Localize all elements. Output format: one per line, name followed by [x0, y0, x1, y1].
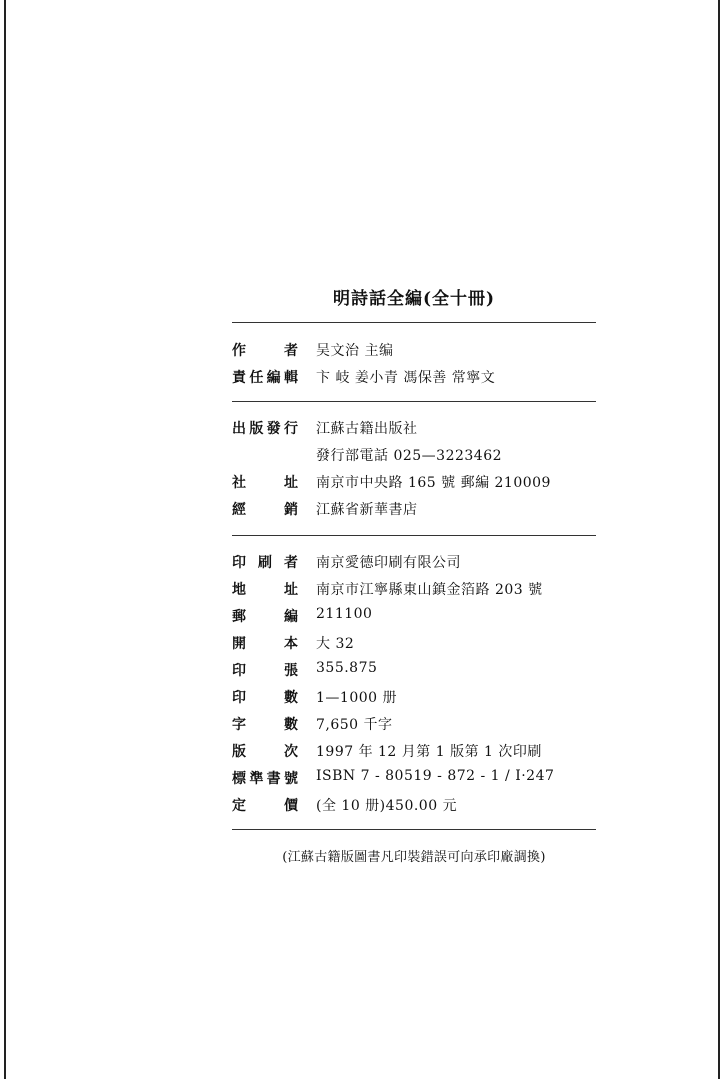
field-value: 江蘇省新華書店: [316, 502, 418, 518]
field-value: 江蘇古籍出版社: [316, 421, 418, 437]
field-value: 南京市中央路 165 號 郵編 210009: [316, 475, 551, 491]
info-row-editors: [232, 367, 612, 389]
field-value: 7,650 千字: [316, 717, 393, 733]
info-row-address: [232, 472, 612, 494]
field-value: 1997 年 12 月第 1 版第 1 次印刷: [316, 744, 542, 760]
field-label: 作 者: [232, 343, 298, 359]
field-value: 1—1000 册: [316, 690, 397, 706]
field-label: 開 本: [232, 636, 298, 652]
info-row-distributor: [232, 499, 612, 521]
field-label: 社 址: [232, 475, 298, 491]
field-value: ISBN 7 - 80519 - 872 - 1 / I·247: [316, 768, 555, 784]
field-label: 地 址: [232, 582, 298, 598]
field-value: 355.875: [316, 660, 378, 676]
info-row-word-count: [232, 714, 612, 736]
field-label: 責任編輯: [232, 370, 298, 386]
field-label: 標準書號: [232, 771, 298, 787]
divider: [232, 322, 596, 323]
field-value: 吴文治 主编: [316, 343, 394, 359]
field-label: 經 銷: [232, 502, 298, 518]
field-value: 大 32: [316, 636, 355, 652]
field-value: 南京愛德印刷有限公司: [316, 555, 461, 571]
divider: [232, 401, 596, 402]
info-row-printer-address: [232, 579, 612, 601]
info-row-publisher: [232, 418, 612, 440]
field-value: (全 10 册)450.00 元: [316, 798, 458, 814]
replacement-note: (江蘇古籍版圖書凡印裝錯誤可向承印廠調換): [282, 850, 546, 865]
field-label: 印 張: [232, 663, 298, 679]
info-row-printer: [232, 552, 612, 574]
field-value: 發行部電話 025—3223462: [316, 448, 503, 464]
divider: [232, 829, 596, 830]
field-value: 211100: [316, 606, 373, 622]
field-label: 印 數: [232, 690, 298, 706]
field-label: 定 價: [232, 798, 298, 814]
field-label: 印 刷 者: [232, 555, 298, 571]
field-label: 出版發行: [232, 421, 298, 437]
book-title: 明詩話全編(全十冊): [332, 289, 496, 309]
field-label: 版 次: [232, 744, 298, 760]
info-row-postcode: [232, 606, 612, 628]
divider: [232, 535, 596, 536]
info-row-isbn: [232, 768, 612, 790]
page-border-right: [718, 0, 720, 1079]
field-value: 南京市江寧縣東山鎮金箔路 203 號: [316, 582, 543, 598]
field-value: 卞 岐 姜小青 馮保善 常寧文: [316, 370, 496, 386]
field-label: 字 數: [232, 717, 298, 733]
info-row-format: [232, 633, 612, 655]
info-row-author: [232, 340, 612, 362]
info-row-price: [232, 795, 612, 817]
page-border-left: [4, 0, 6, 1079]
info-row-edition: [232, 741, 612, 763]
info-row-phone: [232, 445, 612, 467]
info-row-print-run: [232, 687, 612, 709]
info-row-sheets: [232, 660, 612, 682]
field-label: 郵 編: [232, 609, 298, 625]
